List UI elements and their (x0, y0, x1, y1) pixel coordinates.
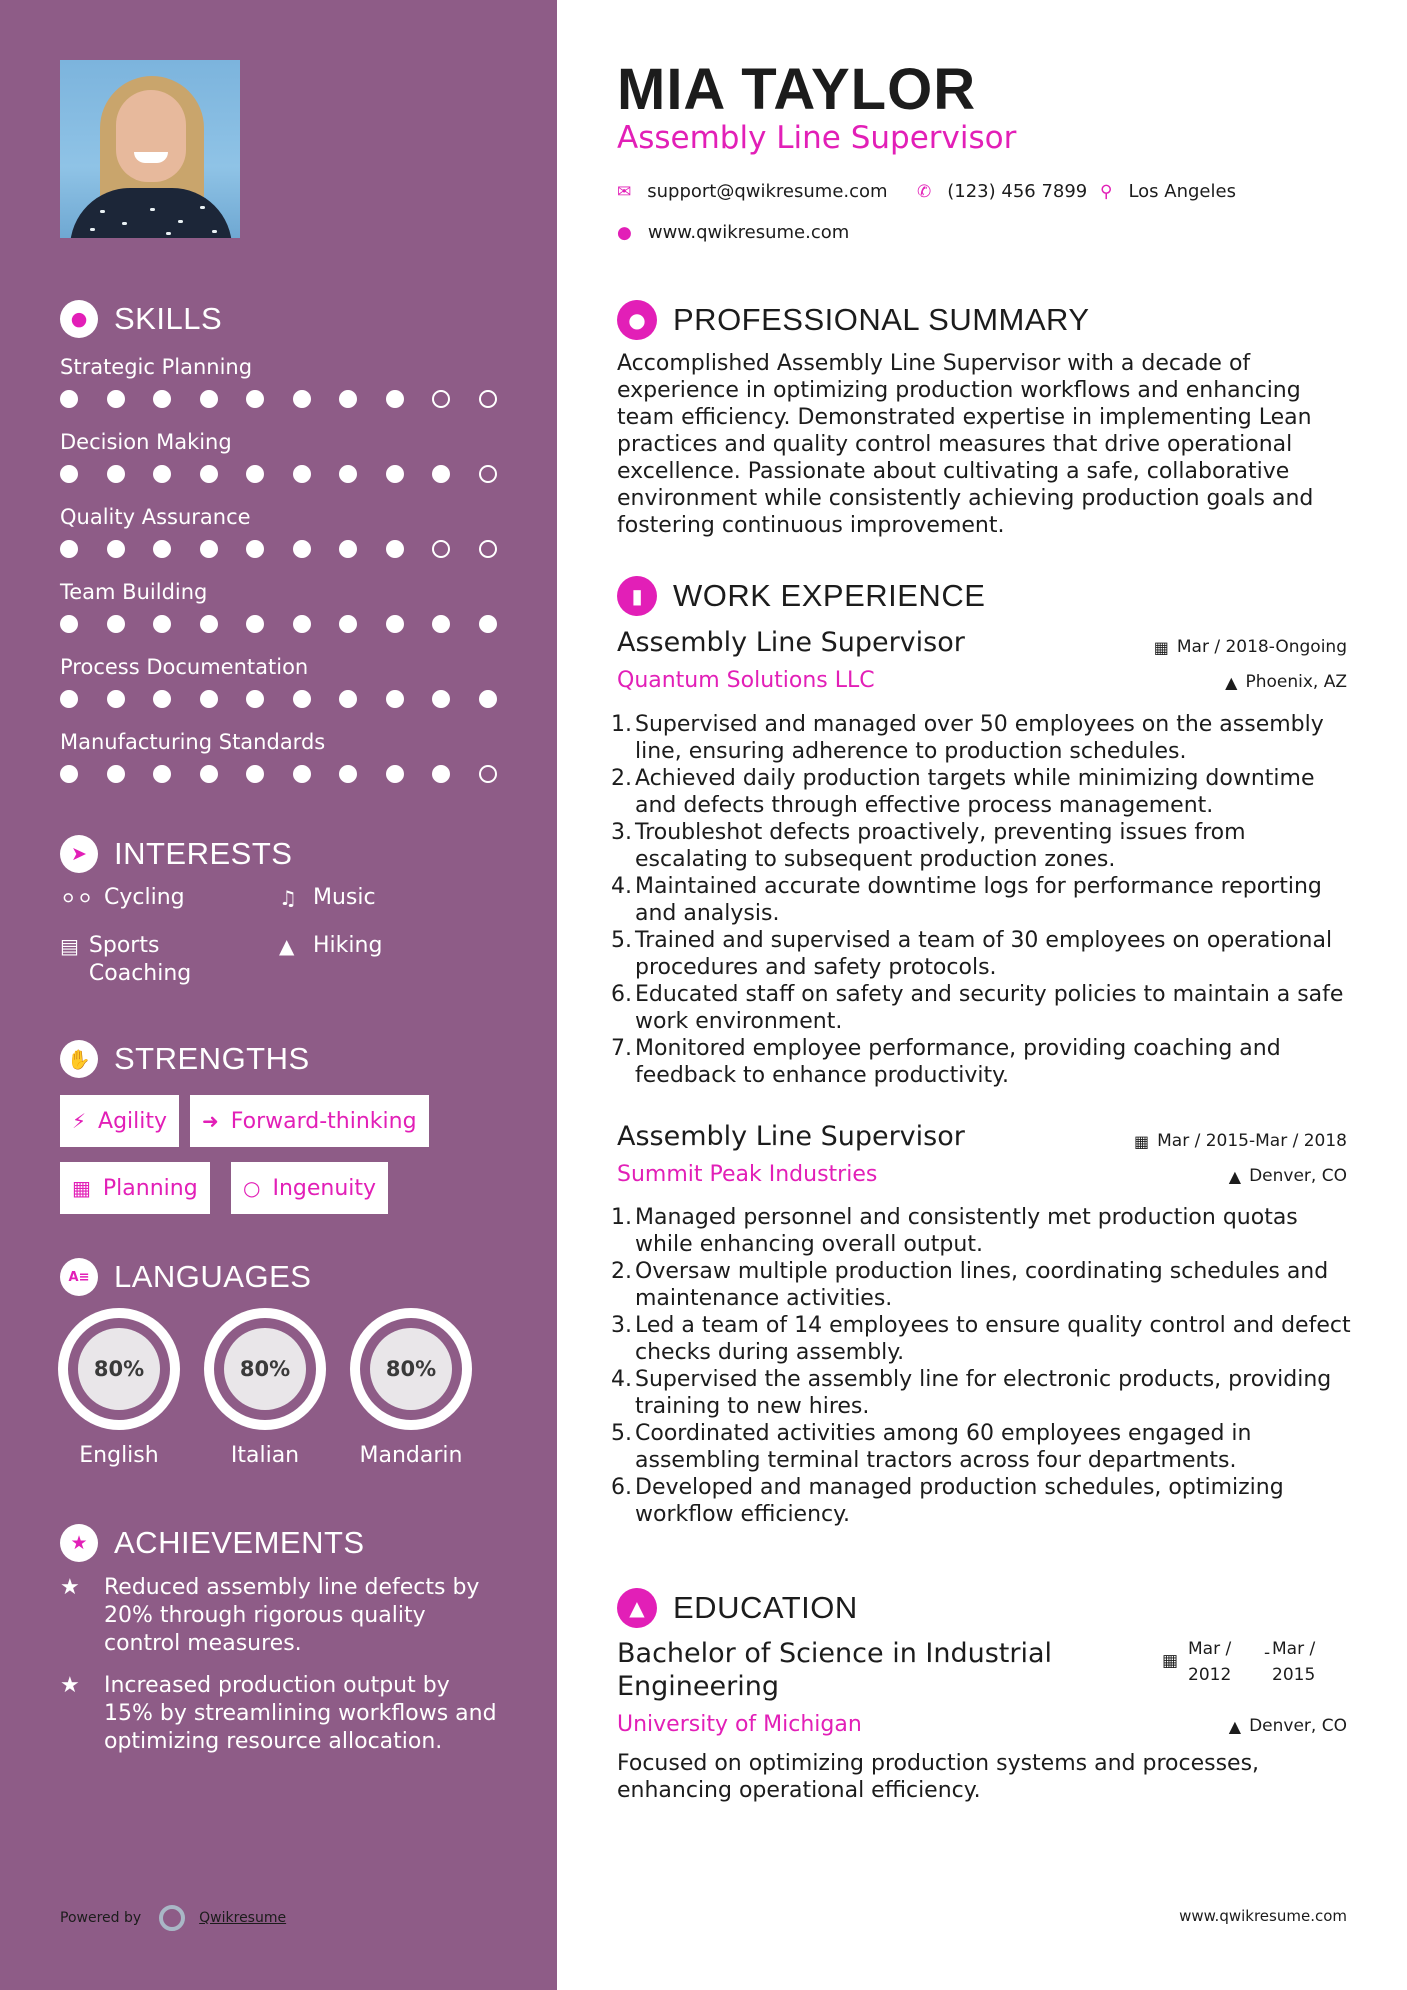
rating-dot (153, 765, 171, 783)
rating-dot (432, 690, 450, 708)
job-bullets (611, 1204, 1361, 1528)
language-name: English (79, 1443, 159, 1468)
job-location: ▲ Denver, CO (1228, 1166, 1347, 1186)
bullet-text: Led a team of 14 employees to ensure quality control and defect checks during assembly. (635, 1313, 1351, 1365)
rating-dot (339, 390, 357, 408)
profile-photo (60, 60, 240, 238)
rating-dot (293, 540, 311, 558)
rating-dot (386, 465, 404, 483)
bullet-text: Supervised and managed over 50 employees on the assembly line, ensuring adherence to production schedules. (635, 712, 1324, 764)
calendar-icon: ▦ (1153, 637, 1169, 657)
rating-dot (107, 465, 125, 483)
skill-name: Manufacturing Standards (60, 730, 326, 754)
rating-dot (246, 615, 264, 633)
bullet-text: Managed personnel and consistently met production quotas while enhancing overall output. (635, 1205, 1298, 1257)
bullet-item (611, 927, 1361, 981)
rating-dot (432, 390, 450, 408)
contact-website[interactable]: ● www.qwikresume.com (617, 222, 850, 243)
rating-dot (107, 540, 125, 558)
bullet-item (611, 1258, 1361, 1312)
bullet-number: 1. (611, 712, 632, 737)
rating-dot (246, 540, 264, 558)
rating-dot (432, 765, 450, 783)
rating-dot (479, 615, 497, 633)
envelope-icon: ✉ (617, 181, 632, 202)
bullet-number: 6. (611, 982, 632, 1007)
star-icon: ★ (60, 1524, 98, 1562)
lightbulb-icon: ○ (243, 1176, 261, 1200)
rating-dot (386, 390, 404, 408)
fist-icon: ✋ (60, 1040, 98, 1078)
rating-dot (339, 465, 357, 483)
bullet-item (611, 1420, 1361, 1474)
rating-dot (60, 540, 78, 558)
company-name: Quantum Solutions LLC (617, 668, 875, 693)
bicycle-icon: ⚪⚪ (60, 886, 94, 910)
achievement-item: ★ Increased production output by 15% by streamlining workflows and optimizing resource allocation. (60, 1673, 497, 1754)
arrow-right-icon: ➜ (202, 1109, 219, 1133)
rating-dot (293, 465, 311, 483)
skill-rating (60, 615, 525, 633)
skill-rating (60, 540, 525, 558)
job-title: Assembly Line Supervisor (617, 627, 965, 658)
rating-dot (107, 615, 125, 633)
rating-dot (479, 540, 497, 558)
rating-dot (339, 540, 357, 558)
bullet-number: 5. (611, 1421, 632, 1446)
job-location: ▲ Phoenix, AZ (1225, 672, 1347, 692)
rating-dot (246, 465, 264, 483)
skills-heading: ● SKILLS (60, 300, 222, 338)
rating-dot (200, 765, 218, 783)
skill-name: Strategic Planning (60, 355, 253, 379)
skill-name: Decision Making (60, 430, 232, 454)
bullet-item (611, 1312, 1361, 1366)
qwikresume-logo-icon (159, 1905, 185, 1931)
rating-dot (432, 615, 450, 633)
rating-dot (293, 390, 311, 408)
rating-dot (60, 690, 78, 708)
rating-dot (386, 690, 404, 708)
chair-icon: ▮ (617, 576, 657, 616)
rating-dot (60, 765, 78, 783)
rating-dot (153, 540, 171, 558)
bullet-number: 2. (611, 1259, 632, 1284)
interests-heading: ➤ INTERESTS (60, 835, 292, 873)
rating-dot (339, 615, 357, 633)
phone-icon: ✆ (917, 181, 932, 202)
company-name: Summit Peak Industries (617, 1162, 878, 1187)
user-icon: ● (617, 300, 657, 340)
music-icon: ♫ (279, 886, 297, 910)
skill-name: Quality Assurance (60, 505, 251, 529)
pin-icon: ▲ (1228, 1716, 1242, 1736)
contact-location: ⚲ Los Angeles (1100, 181, 1236, 202)
pin-icon: ▲ (1225, 672, 1238, 692)
bullet-text: Coordinated activities among 60 employees engaged in assembling terminal tractors across four departments. (635, 1421, 1252, 1473)
contact-email[interactable]: ✉ support@qwikresume.com (617, 181, 888, 202)
languages-heading: A≡ LANGUAGES (60, 1258, 311, 1296)
interest-item: ♫ Music (279, 885, 376, 910)
skill-rating (60, 690, 525, 708)
rating-dot (246, 390, 264, 408)
bullet-text: Monitored employee performance, providing coaching and feedback to enhance productivity. (635, 1036, 1281, 1088)
language-name: Mandarin (359, 1443, 463, 1468)
achievements-heading: ★ ACHIEVEMENTS (60, 1524, 365, 1562)
bullet-number: 1. (611, 1205, 632, 1230)
skill-rating (60, 390, 525, 408)
strength-tag: ▦ Planning (60, 1162, 210, 1214)
rating-dot (479, 690, 497, 708)
paper-plane-icon: ➤ (60, 835, 98, 873)
rating-dot (153, 615, 171, 633)
shooting-star-icon: ★ (60, 1575, 80, 1600)
edu-end-date: Mar / 2015 (1272, 1639, 1316, 1685)
rating-dot (153, 465, 171, 483)
rating-dot (386, 615, 404, 633)
sidebar (0, 0, 557, 1990)
strengths-heading: ✋ STRENGTHS (60, 1040, 310, 1078)
rating-dot (386, 765, 404, 783)
rating-dot (246, 690, 264, 708)
language-name: Italian (230, 1443, 300, 1468)
calendar-icon: ▦ (72, 1176, 91, 1200)
skill-name: Team Building (60, 580, 208, 604)
skill-rating (60, 465, 525, 483)
interest-item: ⚪⚪ Cycling (60, 885, 185, 910)
bullet-item (611, 1366, 1361, 1420)
achievement-item: ★ Reduced assembly line defects by 20% through rigorous quality control measures. (60, 1575, 480, 1656)
rating-dot (200, 390, 218, 408)
bullet-item (611, 1204, 1361, 1258)
map-pin-icon: ⚲ (1100, 181, 1113, 202)
skill-rating (60, 765, 525, 783)
experience-heading: ▮ WORK EXPERIENCE (617, 576, 985, 616)
qwikresume-link[interactable]: Qwikresume (199, 1910, 287, 1926)
rating-dot (479, 465, 497, 483)
edu-date-dash: - (1264, 1643, 1271, 1663)
footer-website[interactable]: www.qwikresume.com (1179, 1907, 1347, 1925)
lightbulb-icon: ● (60, 300, 98, 338)
candidate-name: MIA TAYLOR (617, 57, 977, 122)
language-ring: 80% (58, 1308, 180, 1430)
education-text: Focused on optimizing production systems and processes, enhancing operational efficiency. (617, 1751, 1260, 1803)
rating-dot (60, 615, 78, 633)
language-ring: 80% (204, 1308, 326, 1430)
bullet-text: Developed and managed production schedules, optimizing workflow efficiency. (635, 1475, 1284, 1527)
rating-dot (432, 540, 450, 558)
rating-dot (60, 465, 78, 483)
bullet-number: 3. (611, 1313, 632, 1338)
interest-item: ▤ Sports Coaching (60, 933, 192, 986)
rating-dot (107, 765, 125, 783)
education-heading: ▲ EDUCATION (617, 1588, 858, 1628)
rating-dot (107, 390, 125, 408)
rating-dot (432, 465, 450, 483)
degree-title: Bachelor of Science in Industrial Engineering (617, 1638, 1053, 1702)
strength-tag: ➜ Forward-thinking (190, 1095, 429, 1147)
rating-dot (107, 690, 125, 708)
bullet-number: 5. (611, 928, 632, 953)
rating-dot (200, 540, 218, 558)
bullet-number: 4. (611, 874, 632, 899)
bullet-item (611, 711, 1361, 765)
rating-dot (293, 615, 311, 633)
rating-dot (479, 765, 497, 783)
bullet-number: 4. (611, 1367, 632, 1392)
bullet-text: Maintained accurate downtime logs for performance reporting and analysis. (635, 874, 1322, 926)
bullet-number: 3. (611, 820, 632, 845)
bolt-icon: ⚡ (72, 1109, 87, 1133)
rating-dot (293, 765, 311, 783)
rating-dot (153, 390, 171, 408)
contact-phone[interactable]: ✆ (123) 456 7899 (917, 181, 1088, 202)
rating-dot (246, 765, 264, 783)
rating-dot (153, 690, 171, 708)
job-date: ▦ Mar / 2015-Mar / 2018 (1133, 1131, 1347, 1151)
strength-tag: ⚡ Agility (60, 1095, 179, 1147)
rating-dot (339, 690, 357, 708)
rating-dot (293, 690, 311, 708)
bullet-number: 7. (611, 1036, 632, 1061)
bullet-item (611, 819, 1361, 873)
rating-dot (386, 540, 404, 558)
briefcase-icon: ▤ (60, 934, 79, 958)
graduation-icon: ▲ (617, 1588, 657, 1628)
bullet-number: 2. (611, 766, 632, 791)
summary-heading: ● PROFESSIONAL SUMMARY (617, 300, 1090, 340)
rating-dot (200, 690, 218, 708)
language-ring: 80% (350, 1308, 472, 1430)
rating-dot (479, 390, 497, 408)
powered-by: Powered by Qwikresume (60, 1905, 286, 1931)
bullet-item (611, 981, 1361, 1035)
bullet-text: Achieved daily production targets while minimizing downtime and defects through effective process management. (635, 766, 1315, 818)
bullet-text: Troubleshot defects proactively, preventing issues from escalating to subsequent production zones. (635, 820, 1246, 872)
calendar-icon: ▦ (1162, 1651, 1179, 1671)
summary-text: Accomplished Assembly Line Supervisor with a decade of experience in optimizing production workflows and enhancing team efficiency. Demonstrated expertise in implementing Lean practices and quality control measures that drive operational excellence. Passionate about cultivating a safe, collaborative environment while consistently achieving production goals and fostering continuous improvement. (617, 351, 1314, 538)
strength-tag: ○ Ingenuity (231, 1162, 388, 1214)
tree-icon: ▲ (279, 934, 295, 958)
bullet-item (611, 765, 1361, 819)
shooting-star-icon: ★ (60, 1673, 80, 1698)
edu-location: ▲ Denver, CO (1228, 1716, 1347, 1736)
rating-dot (200, 465, 218, 483)
rating-dot (200, 615, 218, 633)
job-date: ▦ Mar / 2018-Ongoing (1153, 637, 1347, 657)
bullet-text: Supervised the assembly line for electronic products, providing training to new hires. (635, 1367, 1332, 1419)
bullet-number: 6. (611, 1475, 632, 1500)
bullet-text: Trained and supervised a team of 30 employees on operational procedures and safety protocols. (635, 928, 1333, 980)
pin-icon: ▲ (1228, 1166, 1242, 1186)
skill-name: Process Documentation (60, 655, 309, 679)
job-title: Assembly Line Supervisor (617, 1121, 965, 1152)
globe-icon: ● (617, 222, 632, 243)
job-bullets (611, 711, 1361, 1089)
interest-item: ▲ Hiking (279, 933, 383, 958)
edu-start-date: Mar / 2012 (1188, 1639, 1232, 1685)
bullet-text: Educated staff on safety and security policies to maintain a safe work environment. (635, 982, 1344, 1034)
bullet-text: Oversaw multiple production lines, coordinating schedules and maintenance activities. (635, 1259, 1329, 1311)
bullet-item (611, 873, 1361, 927)
rating-dot (60, 390, 78, 408)
bullet-item (611, 1474, 1361, 1528)
candidate-role: Assembly Line Supervisor (617, 120, 1017, 156)
school-name: University of Michigan (617, 1712, 862, 1737)
rating-dot (339, 765, 357, 783)
calendar-icon: ▦ (1133, 1131, 1150, 1151)
language-icon: A≡ (60, 1258, 98, 1296)
bullet-item (611, 1035, 1361, 1089)
